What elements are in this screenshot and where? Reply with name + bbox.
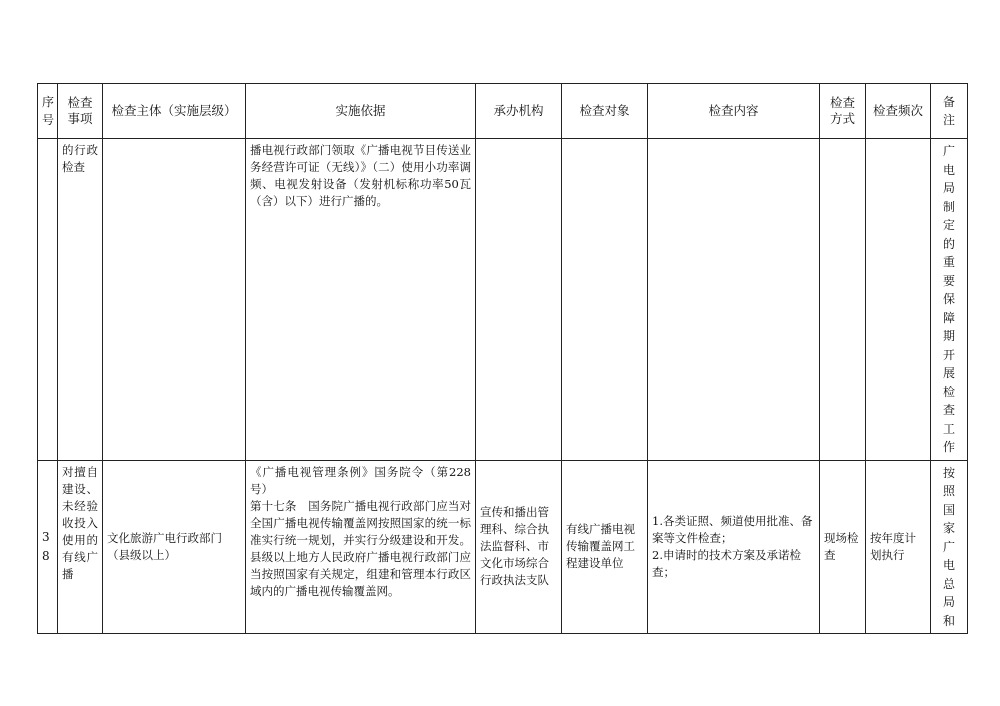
- cell-seq: [38, 139, 58, 461]
- header-remark: 备注: [931, 84, 968, 139]
- header-frequency: 检查频次: [866, 84, 931, 139]
- cell-content: [648, 139, 820, 461]
- cell-basis: 播电视行政部门领取《广播电视节目传送业务经营许可证（无线）》（二）使用小功率调频、电视发射设备（发射机标称功率50瓦（含）以下）进行广播的。: [246, 139, 476, 461]
- cell-agency: 宣传和播出管理科、综合执法监督科、市文化市场综合行政执法支队: [476, 460, 562, 634]
- cell-method: 现场检查: [820, 460, 866, 634]
- cell-frequency: 按年度计划执行: [866, 460, 931, 634]
- header-basis: 实施依据: [246, 84, 476, 139]
- header-seq: 序号: [38, 84, 58, 139]
- cell-content: 1.各类证照、频道使用批准、备案等文件检查； 2.申请时的技术方案及承诺检查；: [648, 460, 820, 634]
- cell-target: [562, 139, 648, 461]
- table-row: [38, 460, 968, 634]
- table-row: [38, 139, 968, 461]
- header-agency: 承办机构: [476, 84, 562, 139]
- cell-frequency: [866, 139, 931, 461]
- header-target: 检查对象: [562, 84, 648, 139]
- header-method: 检查方式: [820, 84, 866, 139]
- cell-agency: [476, 139, 562, 461]
- cell-item: 对擅自建设、未经验收投入使用的有线广播: [58, 460, 103, 634]
- cell-remark: 广电局制定的重要保障期开展检查工作: [931, 139, 968, 461]
- cell-method: [820, 139, 866, 461]
- inspection-table: [37, 83, 968, 634]
- cell-remark: 按照国家广电总局和: [931, 460, 968, 634]
- header-item: 检查事项: [58, 84, 103, 139]
- header-content: 检查内容: [648, 84, 820, 139]
- cell-basis: 《广播电视管理条例》国务院令（第228号） 第十七条 国务院广播电视行政部门应当对全国广播电视传输覆盖网按照国家的统一标准实行统一规划，并实行分级建设和开发。县级以上地方人民政府广播电视行政部门应当按照国家有关规定，组建和管理本行政区域内的广播电视传输覆盖网。: [246, 460, 476, 634]
- cell-item: 的行政检查: [58, 139, 103, 461]
- header-subject: 检查主体（实施层级）: [103, 84, 246, 139]
- cell-subject: 文化旅游广电行政部门（县级以上）: [103, 460, 246, 634]
- cell-seq: 38: [38, 460, 58, 634]
- cell-subject: [103, 139, 246, 461]
- table-header-row: [38, 84, 968, 139]
- cell-target: 有线广播电视传输覆盖网工程建设单位: [562, 460, 648, 634]
